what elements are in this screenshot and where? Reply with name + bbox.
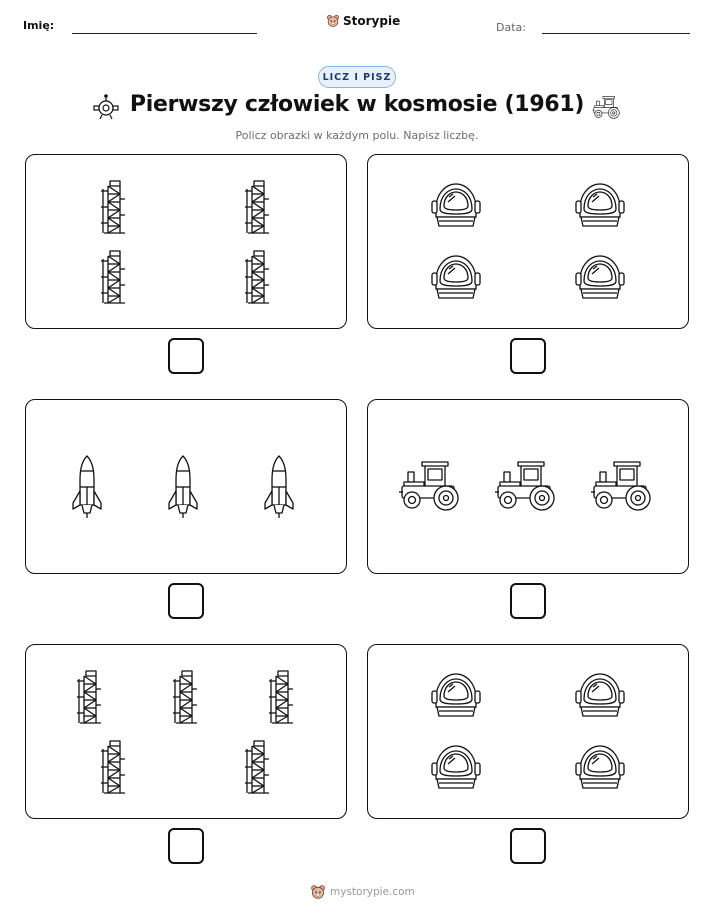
answer-box-1[interactable] xyxy=(168,338,204,374)
launch-tower-icon xyxy=(98,179,128,235)
astronaut-helmet-icon xyxy=(574,741,626,793)
date-label: Data: xyxy=(496,21,526,34)
launch-tower-icon xyxy=(266,669,296,725)
astronaut-helmet-icon xyxy=(574,251,626,303)
bear-logo-icon xyxy=(326,14,340,28)
footer xyxy=(310,884,415,900)
rocket-icon xyxy=(166,453,200,521)
brand-name: Storypie xyxy=(343,14,401,28)
count-panel-3 xyxy=(25,399,347,574)
rocket-icon xyxy=(262,453,296,521)
count-panel-2 xyxy=(367,154,689,329)
astronaut-helmet-icon xyxy=(574,669,626,721)
launch-tower-icon xyxy=(242,179,272,235)
name-label: Imię: xyxy=(23,19,55,32)
bear-logo-icon xyxy=(310,884,326,900)
tractor-icon xyxy=(494,458,560,512)
answer-box-3[interactable] xyxy=(168,583,204,619)
launch-tower-icon xyxy=(74,669,104,725)
astronaut-helmet-icon xyxy=(430,669,482,721)
brand-logo xyxy=(326,14,400,28)
answer-box-2[interactable] xyxy=(510,338,546,374)
date-line xyxy=(542,33,690,34)
astronaut-helmet-icon xyxy=(430,741,482,793)
answer-box-6[interactable] xyxy=(510,828,546,864)
tractor-icon xyxy=(592,94,622,120)
answer-box-4[interactable] xyxy=(510,583,546,619)
count-panel-1 xyxy=(25,154,347,329)
astronaut-helmet-icon xyxy=(430,251,482,303)
footer-url[interactable]: mystorypie.com xyxy=(330,886,415,898)
instructions: Policz obrazki w każdym polu. Napisz liczbę. xyxy=(235,129,479,142)
answer-box-5[interactable] xyxy=(168,828,204,864)
astronaut-helmet-icon xyxy=(574,179,626,231)
name-line xyxy=(72,33,257,34)
launch-tower-icon xyxy=(98,739,128,795)
astronaut-helmet-icon xyxy=(430,179,482,231)
count-panel-5 xyxy=(25,644,347,819)
count-panel-4 xyxy=(367,399,689,574)
worksheet-title: Pierwszy człowiek w kosmosie (1961) xyxy=(129,92,585,117)
launch-tower-icon xyxy=(170,669,200,725)
launch-tower-icon xyxy=(98,249,128,305)
activity-badge: LICZ I PISZ xyxy=(318,66,396,88)
rocket-icon xyxy=(70,453,104,521)
tractor-icon xyxy=(590,458,656,512)
launch-tower-icon xyxy=(242,739,272,795)
launch-tower-icon xyxy=(242,249,272,305)
count-panel-6 xyxy=(367,644,689,819)
tractor-icon xyxy=(398,458,464,512)
